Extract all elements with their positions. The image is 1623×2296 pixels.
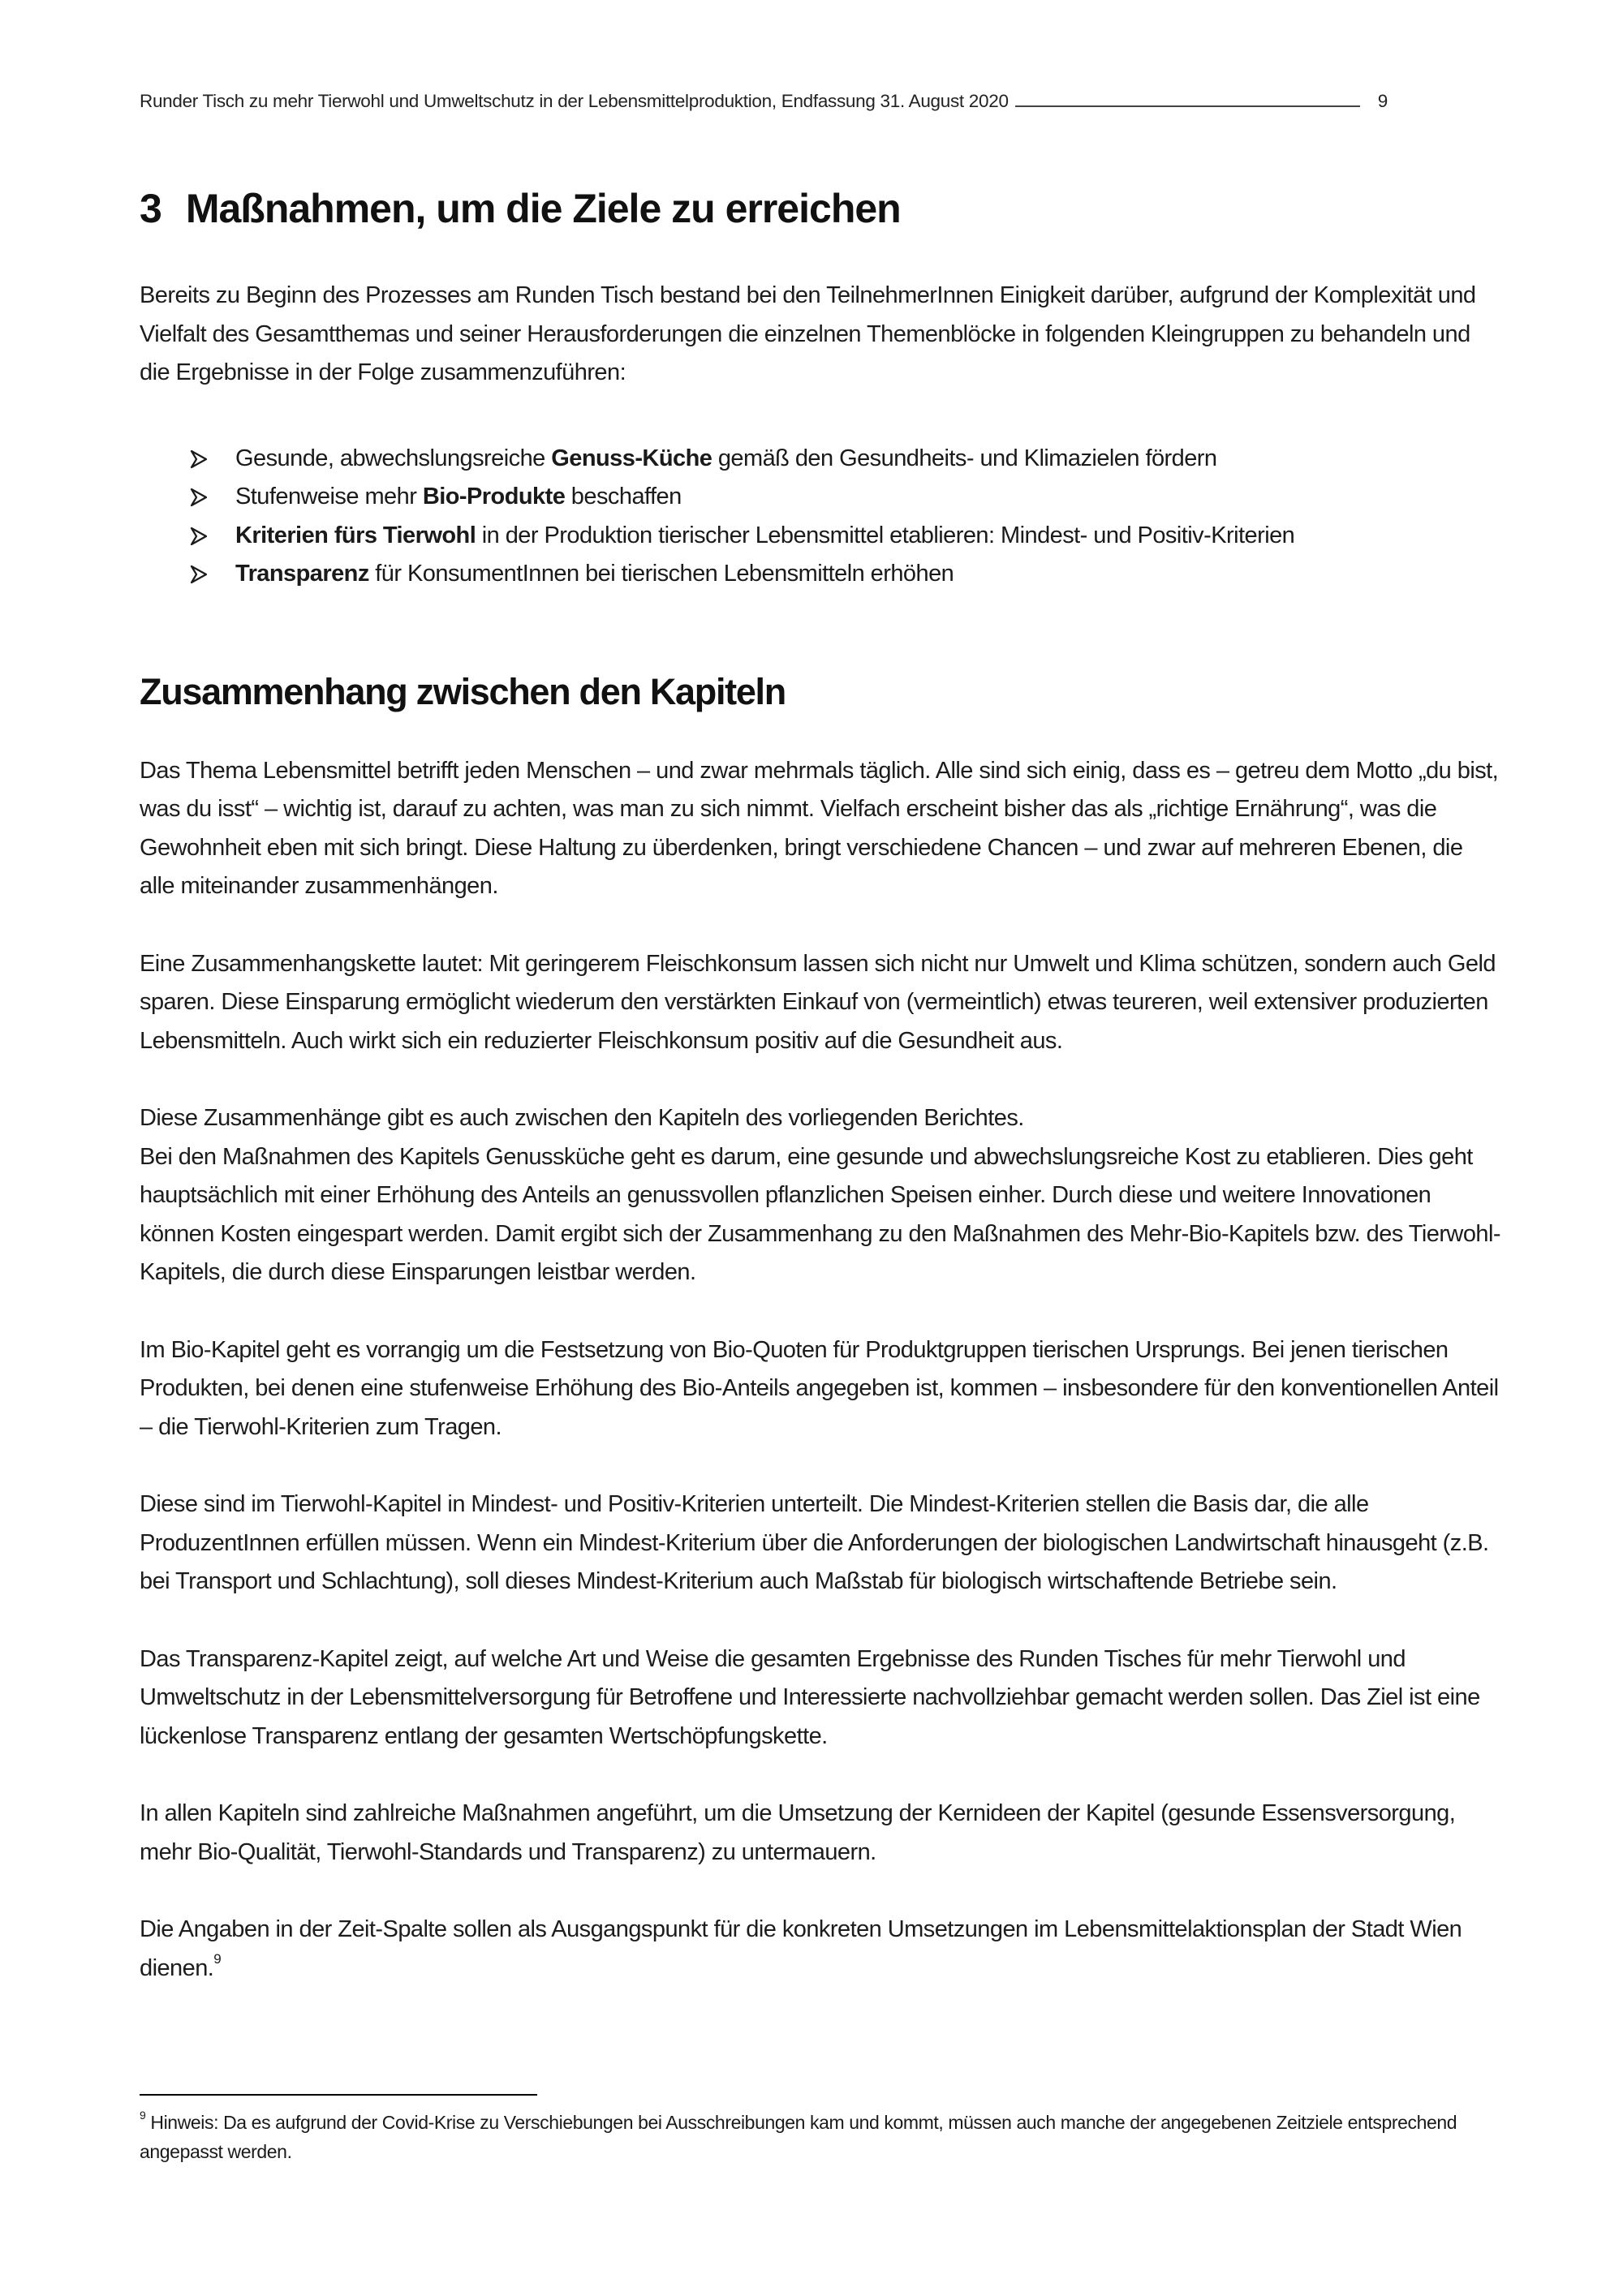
- paragraph: Das Thema Lebensmittel betrifft jeden Menschen – und zwar mehrmals täglich. Alle sind sich einig, dass es – getreu dem Motto „du bist, was du isst“ – wichtig ist, darauf zu achten, was man zu sich nimmt. Vielfach erscheint bisher das als „richtige Ernährung“, was die Gewohnheit eben mit sich bringt. Diese Haltung zu überdenken, bringt verschiedene Chancen – und zwar auf mehreren Ebenen, die alle miteinander zusammenhängen.: [140, 757, 1499, 899]
- arrowhead-bullet-icon: [190, 488, 208, 507]
- paragraph: Eine Zusammenhangskette lautet: Mit geringerem Fleischkonsum lassen sich nicht nur Umwelt und Klima schützen, sondern auch Geld sparen. Diese Einsparung ermöglicht wiederum den verstärkten Einkauf von (vermeintlich) etwas teureren, weil extensiver produzierten Lebensmitteln. Auch wirkt sich ein reduzierter Fleischkonsum positiv auf die Gesundheit aus.: [140, 950, 1496, 1054]
- section-title: Maßnahmen, um die Ziele zu erreichen: [185, 186, 901, 231]
- paragraph-last: [140, 1911, 1503, 1988]
- paragraph: Bei den Maßnahmen des Kapitels Genussküche geht es darum, eine gesunde und abwechslungsreiche Kost zu etablieren. Dies geht hauptsächlich mit einer Erhöhung des Anteils an genussvollen pflanzlichen Speisen einher. Durch diese und weitere Innovationen können Kosten eingespart werden. Damit ergibt sich der Zusammenhang zu den Maßnahmen des Mehr-Bio-Kapitels bzw. des Tierwohl-Kapitels, die durch diese Einsparungen leistbar werden.: [140, 1143, 1500, 1285]
- running-header: [140, 91, 1388, 112]
- bullet-text-bold: Bio-Produkte: [422, 484, 566, 510]
- bullet-text-post: beschaffen: [565, 484, 682, 510]
- bullet-text-pre: Gesunde, abwechslungsreiche: [235, 445, 552, 471]
- page-number: 9: [1377, 91, 1388, 111]
- footnote-rule: [140, 2094, 537, 2096]
- bullet-text-bold: Kriterien fürs Tierwohl: [235, 522, 476, 548]
- section-heading: [140, 185, 1503, 232]
- bullet-list: [140, 440, 1503, 594]
- subsection-heading: Zusammenhang zwischen den Kapiteln: [140, 670, 786, 712]
- arrowhead-bullet-icon: [190, 527, 208, 546]
- list-item: [190, 517, 1503, 556]
- list-item: [190, 478, 1503, 517]
- list-item: [190, 555, 1503, 594]
- bullet-text-pre: Stufenweise mehr: [235, 484, 423, 510]
- arrowhead-bullet-icon: [190, 565, 208, 584]
- footnote: [140, 2108, 1503, 2166]
- header-rule: [1015, 105, 1360, 107]
- footnote-marker: 9: [140, 2109, 146, 2122]
- paragraph: Das Transparenz-Kapitel zeigt, auf welche Art und Weise die gesamten Ergebnisse des Runden Tisches für mehr Tierwohl und Umweltschutz in der Lebensmittelversorgung für Betroffene und Interessierte nachvollziehbar gemacht werden sollen. Das Ziel ist eine lückenlose Transparenz entlang der gesamten Wertschöpfungskette.: [140, 1645, 1480, 1749]
- footnote-reference[interactable]: 9: [213, 1950, 222, 1967]
- bullet-text-post: in der Produktion tierischer Lebensmittel etablieren: Mindest- und Positiv-Kriterien: [476, 522, 1295, 548]
- bullet-text-post: gemäß den Gesundheits- und Klimazielen fördern: [712, 445, 1217, 471]
- paragraph-text: Die Angaben in der Zeit-Spalte sollen als Ausgangspunkt für die konkreten Umsetzungen im Lebensmittelaktionsplan der Stadt Wien dienen.: [140, 1916, 1462, 1981]
- section-number: 3: [140, 186, 161, 231]
- paragraph: Diese Zusammenhänge gibt es auch zwischen den Kapiteln des vorliegenden Berichtes.: [140, 1105, 1024, 1131]
- bullet-text-bold: Transparenz: [235, 561, 369, 587]
- paragraph: In allen Kapiteln sind zahlreiche Maßnahmen angeführt, um die Umsetzung der Kernideen der Kapitel (gesunde Essensversorgung, mehr Bio-Qualität, Tierwohl-Standards und Transparenz) zu untermauern.: [140, 1800, 1456, 1865]
- section-intro: Bereits zu Beginn des Prozesses am Runden Tisch bestand bei den TeilnehmerInnen Einigkeit darüber, aufgrund der Komplexität und Vielfalt des Gesamtthemas und seiner Herausforderungen die einzelnen Themenblöcke in folgenden Kleingruppen zu behandeln und die Ergebnisse in der Folge zusammenzuführen:: [140, 282, 1476, 385]
- paragraph: Im Bio-Kapitel geht es vorrangig um die Festsetzung von Bio-Quoten für Produktgruppen tierischen Ursprungs. Bei jenen tierischen Produkten, bei denen eine stufenweise Erhöhung des Bio-Anteils angegeben ist, kommen – insbesondere für den konventionellen Anteil – die Tierwohl-Kriterien zum Tragen.: [140, 1336, 1499, 1440]
- list-item: [190, 440, 1503, 479]
- running-title: Runder Tisch zu mehr Tierwohl und Umweltschutz in der Lebensmittelproduktion, Endfassung 31. August 2020: [140, 91, 1009, 111]
- arrowhead-bullet-icon: [190, 449, 208, 469]
- bullet-text-post: für KonsumentInnen bei tierischen Lebensmitteln erhöhen: [368, 561, 954, 587]
- paragraph: Diese sind im Tierwohl-Kapitel in Mindest- und Positiv-Kriterien unterteilt. Die Mindest-Kriterien stellen die Basis dar, die alle ProduzentInnen erfüllen müssen. Wenn ein Mindest-Kriterium über die Anforderungen der biologischen Landwirtschaft hinausgeht (z.B. bei Transport und Schlachtung), soll dieses Mindest-Kriterium auch Maßstab für biologisch wirtschaftende Betriebe sein.: [140, 1491, 1489, 1594]
- page-body: [140, 185, 1503, 1988]
- bullet-text-bold: Genuss-Küche: [551, 445, 712, 471]
- footnote-text: Hinweis: Da es aufgrund der Covid-Krise zu Verschiebungen bei Ausschreibungen kam und kommt, müssen auch manche der angegebenen Zeitziele entsprechend angepasst werden.: [140, 2112, 1457, 2162]
